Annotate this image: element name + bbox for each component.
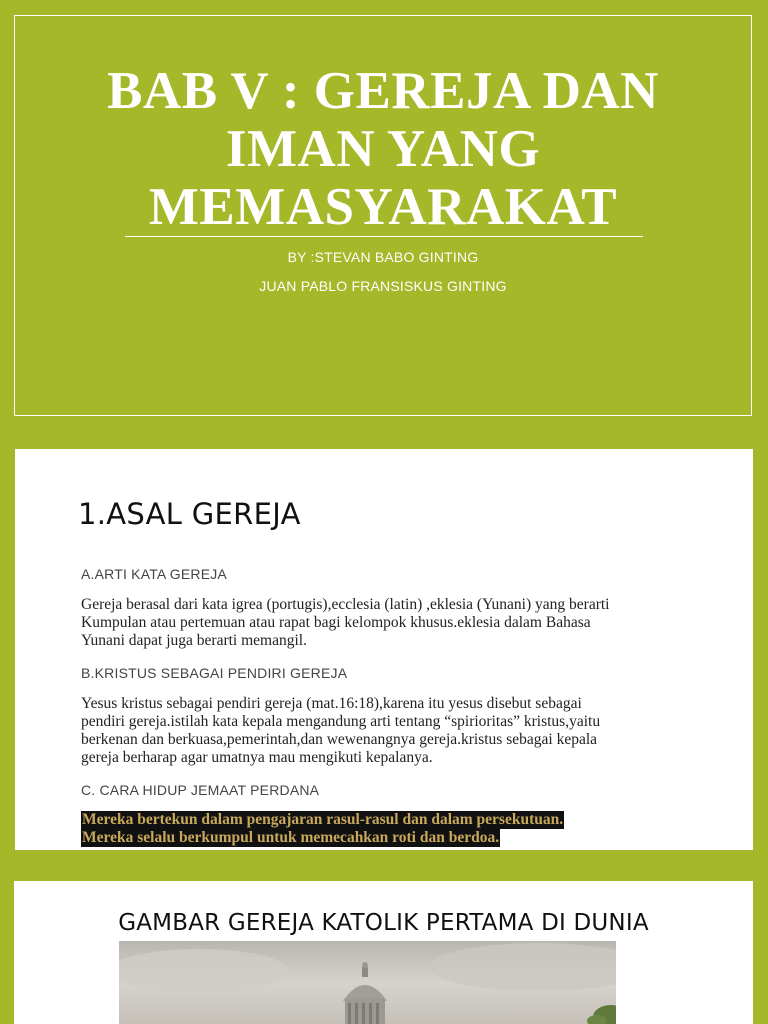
title-line: BAB V : GEREJA DAN — [107, 62, 659, 120]
section-title: C. CARA HIDUP JEMAAT PERDANA — [81, 782, 320, 798]
slide-heading: 1.ASAL GEREJA — [78, 497, 301, 531]
paragraph-line: gereja berharap agar umatnya mau mengikuti kepalanya. — [81, 749, 433, 766]
paragraph-line: berkenan dan berkuasa,pemerintah,dan wewenangnya gereja.kristus sebagai kepala — [81, 731, 598, 748]
title-line: IMAN YANG — [225, 120, 541, 178]
highlight-line: Mereka bertekun dalam pengajaran rasul-rasul dan dalam persekutuan. — [82, 811, 564, 828]
author-line: JUAN PABLO FRANSISKUS GINTING — [259, 278, 507, 294]
paragraph-line: Yunani dapat juga berarti memangil. — [81, 632, 307, 649]
title-line: MEMASYARAKAT — [148, 178, 618, 236]
image-slide — [14, 881, 753, 1024]
title-divider — [125, 236, 643, 237]
section-paragraph — [81, 695, 701, 767]
highlighted-text — [81, 811, 564, 847]
section-title: B.KRISTUS SEBAGAI PENDIRI GEREJA — [81, 665, 348, 681]
paragraph-line: Kumpulan atau pertemuan atau rapat bagi kelompok khusus.eklesia dalam Bahasa — [81, 614, 591, 631]
paragraph-line: Gereja berasal dari kata igrea (portugis),ecclesia (latin) ,eklesia (Yunani) yang berarti — [81, 596, 610, 613]
section-title: A.ARTI KATA GEREJA — [81, 566, 227, 582]
author-line: BY :STEVAN BABO GINTING — [287, 249, 479, 265]
paragraph-line: pendiri gereja.istilah kata kepala mengandung arti tentang “spirioritas” kristus,yaitu — [81, 713, 601, 730]
section-paragraph — [81, 596, 701, 650]
church-photo — [119, 941, 616, 1024]
slide-heading: GAMBAR GEREJA KATOLIK PERTAMA DI DUNIA — [118, 910, 649, 936]
highlight-line: Mereka selalu berkumpul untuk memecahkan roti dan berdoa. — [82, 829, 500, 846]
title-slide — [14, 15, 752, 416]
slide-title — [15, 62, 751, 236]
content-slide — [15, 449, 753, 850]
paragraph-line: Yesus kristus sebagai pendiri gereja (mat.16:18),karena itu yesus disebut sebagai — [81, 695, 582, 712]
